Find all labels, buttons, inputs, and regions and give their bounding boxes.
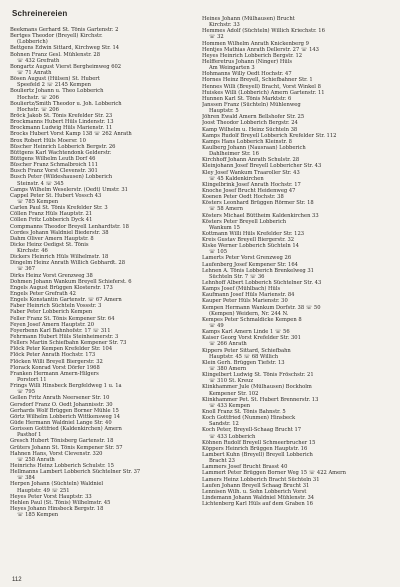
directory-entry: Kippers Peter Sittard, Schiefbahn [202, 347, 291, 354]
directory-entry: Busch Peter (Wildeshausen) Lobberich [10, 174, 113, 181]
directory-entry: Büscher Franz Schmalbroich 111 [10, 162, 99, 169]
entry-continuation-line: Dahlheimer Str. 16 [209, 151, 259, 158]
entry-continuation-line: ☏ 380 Amern [209, 366, 247, 373]
page-number: 112 [12, 577, 22, 583]
entry-continuation-line: ☏ 432 Grefrath [17, 57, 60, 64]
directory-entry: Hentjes Mathias Anrath Dellerstr. 27 ☏ 143 [202, 46, 319, 53]
entry-continuation-line: Kempener Str. 102 [209, 390, 259, 397]
directory-entry: Cöllen Franz Hüls Hauptstr. 21 [10, 211, 93, 218]
directory-entry: Compmanns Theodor Breyell Lenhardtstr. 18 [10, 223, 129, 230]
directory-entry: Kleinjohann Josef Breyell Lobbericher Str. 43 [202, 163, 322, 170]
directory-entry: Busch Franz Vorst Clevenstr. 301 [10, 168, 98, 175]
directory-entry: Dicke Heinz Oedigst St. Tönis [10, 241, 89, 248]
directory-entry: Bouliertz Johann u. Theo Lobberich [10, 88, 104, 95]
entry-continuation-line: ☏ 45 Kaldenkirchen [209, 175, 264, 182]
entry-continuation-line: Hauptstr. 49 ☏ 251 [17, 487, 70, 494]
directory-entry: Dickers Heinrich Hüls Wilhelmstr. 18 [10, 254, 109, 261]
directory-entry: Gorissen Gottfried (Kaldenkirchen) Amern [10, 426, 122, 433]
directory-entry: Heinrichs Heinz Lobberich Schulstr. 15 [10, 462, 114, 469]
directory-entry: Gerhards Wolf Brüggen Borner Mühle 15 [10, 407, 119, 414]
directory-entry: Lennisen Wilh. u. Sohn Lobberich Vorst [202, 488, 307, 495]
directory-entry: Huiskes Willi (Lobberich) Amern Gartenstr. 11 [202, 89, 325, 96]
entry-continuation-line: ☏ 433 Lobberich [209, 433, 256, 440]
entry-continuation-line: Hauptstr. 5 [209, 108, 239, 115]
directory-entry: Brockmanns Hubert Hüls Lindenstr. 13 [10, 119, 114, 126]
directory-entry: Kösters Leonhard Brüggen Rörmer Str. 18 [202, 200, 314, 207]
left-column [10, 27, 198, 518]
directory-entry: Lindemann Johann Waldniel Mühlenstr. 34 [202, 494, 315, 501]
directory-entry: Hohmanns Willy Oedt Hochstr. 47 [202, 71, 292, 78]
directory-entry: Dohmen Johann Wankum Breyell Schieferst. 6 [10, 278, 132, 285]
directory-entry: Faber Peter Lobberich Kempen [10, 309, 93, 316]
directory-entry: Hehlen Paul (St. Tönis) Wilhelmstr. 45 [10, 499, 111, 506]
directory-entry: Lehnen A. Tönis Lobberich Brenkelweg 31 [202, 267, 314, 274]
directory-entry: Flöck Peter Anrath Hochstr. 173 [10, 352, 96, 359]
directory-entry: Florack Konrad Vorst Dörfer 1968 [10, 364, 100, 371]
entry-continuation-line: Sandstr. 12 [209, 421, 239, 428]
directory-entry: Lambert Kuhn (Breyell) Breyell Lobberich [202, 451, 313, 458]
directory-entry: Hornes Heinz Breyell, Schiefbahner Str. 1 [202, 77, 313, 84]
entry-continuation-line: Am Weingarten 3 [209, 65, 255, 72]
directory-entry: Bettgens Edwin Sittard, Kirchweg Str. 14 [10, 45, 120, 52]
directory-entry: Koenen Peter Oedt Hochstr. 38 [202, 194, 284, 201]
directory-entry: Bertges Theodor (Breyell) Kirchstr. [10, 33, 103, 40]
directory-entry: Kamps Hans Lobberich Kleinstr. 8 [202, 138, 292, 145]
entry-continuation-line: ☏ 384 [17, 475, 36, 482]
directory-entry: Heines Johann (Mülhausen) Brucht [202, 16, 295, 22]
directory-entry: Koch Peter, Breyell-Schaag Brucht 17 [202, 427, 302, 434]
directory-entry: Kaufmann Josef Hüls Marienstr. 84 [202, 292, 295, 299]
directory-entry: Klinkhammer Jule (Mülhausen) Bockholm [202, 384, 312, 391]
directory-entry: Gersdorf Franz O. Oedt Johannisstr. 30 [10, 401, 113, 408]
directory-entry: Heyes Johann Hinsbeck Bergstr. 18 [10, 505, 104, 512]
directory-entry: Engels Peter Grefrath 42 [10, 291, 76, 298]
directory-entry: Köhnen Rudolf Breyell Schmeerbrucher 15 [202, 439, 316, 446]
directory-entry: Cappel Peter St. Hubert Vossch 43 [10, 192, 102, 199]
entry-continuation-line: Speefeld 2 ☏ 2145 Kempen [17, 82, 92, 89]
directory-entry: Lichtenberg Karl Hüls auf dem Graben 16 [202, 501, 313, 508]
directory-entry: Engels August Brüggen Klosterstr. 173 [10, 284, 113, 291]
directory-entry: Knoche Josef Brucht Heidenweg 47 [202, 187, 296, 194]
entry-continuation-line: ☏ 105 [209, 249, 228, 256]
directory-entry: Kley Josef Wankum Traaroller Str. 43 [202, 169, 300, 176]
directory-entry: Güde Hermann Waldniel Lange Str. 40 [10, 420, 112, 426]
directory-entry: Kaulberg Johann (Nausraan) Lobberich [202, 144, 306, 151]
directory-entry: Kempen Hermann Wankum Dorfstr. 38 ☏ 50 [202, 304, 321, 311]
entry-continuation-line: Porstort 11 [17, 377, 47, 384]
entry-continuation-line: ☏ 310 St. Kreuz [209, 378, 254, 385]
entry-continuation-line: ☏ 32 [209, 34, 224, 41]
directory-entry: Jöhren Ewald Amern Bellshofer Str. 25 [202, 114, 305, 121]
directory-entry: Kamps Rudolf Breyell Lobberich Krefelder Str. 112 [202, 132, 337, 139]
directory-entry: Foyerbenn Karl Bahnhofstr. 17 ☏ 311 [10, 327, 111, 334]
directory-entry: Lammers Josef Brucht Brasst 40 [202, 464, 288, 471]
directory-entry: Kiske Werner Lobberich Süchteln 14 [202, 243, 299, 250]
entry-continuation-line: ☏ 49 [209, 323, 224, 330]
directory-entry: Kamps Josef (Mühlbach) Hüls [202, 286, 281, 293]
directory-entry: Heyes Peter Vorst Hauptstr. 33 [10, 493, 92, 500]
directory-entry: Laufenberg Josef Kempener Str. 164 [202, 261, 298, 268]
entry-continuation-line: Süchteln Str. 7 ☏ 36 [209, 273, 265, 280]
directory-entry: Engels Konstantin Gartenstr. ☏ 67 Amern [10, 297, 122, 304]
directory-entry: Görtz Wilhelm Lobberich Wittkensweg 14 [10, 413, 121, 420]
entry-continuation-line: Hauptstr. 45 ☏ 68 Willich [209, 353, 279, 360]
entry-continuation-line: Bracht 23 [209, 458, 235, 465]
directory-entry: Grüters Johann St. Tönis Kempener Str. 57 [10, 444, 123, 451]
entry-continuation-line: Kirchstr. 46 [17, 248, 48, 255]
directory-entry: Kösters Michael Büttheim Kaldenkirchen 33 [202, 212, 319, 219]
directory-entry: Franken Hermann Amern-Hilgers [10, 370, 99, 377]
directory-entry: Brocks Hubert Vorst Kamp 138 ☏ 262 Anrath [10, 131, 132, 138]
directory-entry: Köppers Heinrich Brüggen Hauptstr. 16 [202, 445, 308, 452]
entry-continuation-line: (Kempen) Weidern, Nr. 244 N. [209, 310, 289, 317]
directory-entry: Klingelbrink Josef Anrath Hochstr. 17 [202, 181, 301, 188]
entry-continuation-line: ☏ 433 Kempen [209, 402, 251, 409]
directory-entry: Kauper Peter Hüls Marienstr. 30 [202, 298, 288, 305]
directory-entry: Lamers Heinz Lobberich Bracht Süchteln 31 [202, 476, 320, 483]
directory-entry: Hunnen Karl St. Tönis Marktstr. 6 [202, 95, 292, 102]
directory-entry: Faber Heinrich Süchteln Vossstr. 3 [10, 303, 102, 310]
entry-continuation-line: ☏ 185 Kempen [17, 512, 59, 519]
directory-entry: Frings Willi Hinsbeck Bergfeldweg 1 u. 1a [10, 383, 122, 390]
directory-entry: Klingelbert Ludwig St. Tönis Fröschstr. 21 [202, 372, 314, 379]
entry-continuation-line: (Lobberich) [17, 39, 48, 46]
directory-entry: Hommen Wilhelm Anrath Knickenberg 9 [202, 40, 309, 47]
entry-continuation-line: Wankum 15 [209, 224, 240, 231]
directory-entry: Carlen Paul St. Tönis Krefelder Str. 3 [10, 205, 108, 212]
directory-entry: Bohnen Franz Gesl. Mühlenstr. 28 [10, 51, 101, 58]
entry-continuation-line: Kirchstr. 33 [209, 22, 240, 29]
directory-entry: Koch Gottfried (Nunmen) Hinsbeck [202, 415, 296, 422]
directory-entry: Kaiser Georg Vorst Krefelder Str. 301 [202, 335, 301, 342]
entry-continuation-line: ☏ 258 Anrath [17, 456, 55, 463]
directory-entry: Dahm Oliver Amern Hauptstr. 8 [10, 235, 94, 242]
entry-continuation-line: ☏ 795 [17, 389, 36, 396]
directory-entry: Bösen August (Hülsen) St. Hubert [10, 76, 100, 83]
directory-entry: Lehnhoff Albert Lobberich Süchtelner Str. 43 [202, 280, 322, 287]
directory-entry: Gellen Fritz Anrath Neersener Str. 10 [10, 395, 110, 402]
entry-continuation-line: ☏ 58 Amern [209, 206, 243, 213]
directory-entry: Kamps Karl Amern Linde 1 ☏ 56 [202, 329, 290, 336]
directory-entry: Joost Theodor Lobberich Bergstr. 24 [202, 120, 298, 127]
directory-entry: Janssen Franz (Süchteln) Mühlenweg [202, 101, 301, 108]
directory-entry: Hahnen Hans, Vorst Clevenstr. 320 [10, 450, 103, 457]
directory-entry: Lammert Peter Brüggen Borner Weg 15 ☏ 422 Amern [202, 470, 346, 477]
directory-entry: Feyen Josef Amern Hauptstr. 20 [10, 321, 95, 328]
directory-entry: Kreis Gustav Breyell Biergerstr. 32 [202, 237, 295, 244]
entry-continuation-line: ☏ 785 Kempen [17, 198, 59, 205]
directory-entry: Herpen Johann (Süchteln) Waldniel [10, 481, 104, 488]
directory-entry: Fehrmann Hubert Hüls Steinheimerstr. 3 [10, 334, 119, 341]
directory-columns [10, 16, 390, 519]
directory-entry: Klinkhammer Pet. St. Hubert Brennerstr. 13 [202, 396, 319, 403]
directory-entry: Bouliertz/Smith Theodor u. Joh. Lobberich [10, 100, 122, 107]
entry-continuation-line: ☏ 266 Anrath [209, 341, 247, 348]
entry-continuation-line: Hochstr. ☏ 206 [17, 94, 59, 101]
directory-entry: Dirks Heinz Vorst Grenzweg 38 [10, 272, 93, 279]
entry-continuation-line: Hochstr. ☏ 206 [17, 106, 59, 113]
directory-entry: Brockmann Ludwig Hüls Marienstr. 11 [10, 125, 113, 132]
directory-entry: Kösters Peter Breyell Lobberich [202, 218, 287, 225]
directory-entry: Flöck Peter Kempen Krefelder Str. 104 [10, 346, 113, 353]
directory-entry: Hemmes Adolf (Süchteln) Willich Kriechstr. 16 [202, 28, 325, 35]
directory-entry: Büttgens Wilhelm Leuth Dorf 46 [10, 155, 96, 162]
directory-entry: Fellers Martin Schiefbahn Kempener Str. 73 [10, 340, 127, 347]
directory-entry: Heyes Heinrich Lobberich Bergstr. 12 [202, 52, 303, 59]
directory-entry: Kamp Wilhelm u. Heinz Süchteln 38 [202, 126, 298, 133]
entry-continuation-line: ☏ 367 [17, 266, 36, 273]
directory-entry: Bröck Jakob St. Tönis Krefelder Str. 23 [10, 112, 113, 119]
directory-entry: Dingelm Heinz Anrath Willich Gebhardt. 28 [10, 260, 126, 267]
directory-entry: Gresch Hubert Tönisberg Gartenstr. 18 [10, 438, 114, 445]
directory-entry: Beekmans Gerhard St. Tönis Gartenstr. 2 [10, 27, 119, 33]
directory-entry: Brox Robert Hüls Moersr. 10 [10, 137, 86, 144]
directory-entry: Kirchhoff Johann Anrath Schulstr. 28 [202, 157, 300, 164]
entry-continuation-line: Pasthof 1 [17, 432, 42, 439]
directory-entry: Büscher Heinrich Lobberich Bergstr. 26 [10, 143, 116, 150]
section-heading: Schreinereien [12, 9, 68, 18]
entry-continuation-line: Steinstr. 4 ☏ 345 [17, 180, 64, 187]
directory-entry: Lamerts Peter Vorst Grenzweg 26 [202, 255, 292, 262]
directory-entry: Laufen Johann Breyell Schaag Brucht 31 [202, 482, 310, 489]
directory-entry: Cöllen Fritz Lobberich Dyck 41 [10, 217, 93, 224]
right-column [202, 16, 390, 518]
directory-entry: Büttgens Karl Wachtendonk Gelderstr. [10, 149, 112, 156]
entry-continuation-line: ☏ 71 Anrath [17, 69, 52, 76]
directory-entry: Camps Wilhelm Weselerstr. (Oedt) Umstr. 31 [10, 186, 128, 193]
directory-entry: Hellmanns Lambert Lobberich Süchtelner Str. 37 [10, 469, 141, 476]
directory-entry: Hennes Willi (Breyell) Bracht, Vorst Winkel 8 [202, 83, 321, 90]
directory-entry: Bongartz August Vierst Bergheimweg 602 [10, 63, 122, 70]
directory-entry: Helfferetrus Johann (Ninger) Hüls [202, 58, 293, 65]
directory-entry: Knoll Franz St. Tönis Bahnstr. 5 [202, 409, 286, 415]
directory-entry: Flöcken Willi Breyell Biergerstr. 32 [10, 358, 103, 365]
directory-entry: Klein Gerh. Brüggen Tiefstr. 13 [202, 359, 285, 366]
directory-entry: Feller Franz St. Tönis Kempener Str. 64 [10, 315, 115, 322]
directory-entry: Kempes Peter Schmaldicke Kempen 8 [202, 316, 302, 323]
directory-entry: Cordes Johann Waldniel Biederstr. 38 [10, 229, 109, 236]
directory-entry: Kottmann Willi Hüls Krefelder Str. 123 [202, 230, 305, 237]
